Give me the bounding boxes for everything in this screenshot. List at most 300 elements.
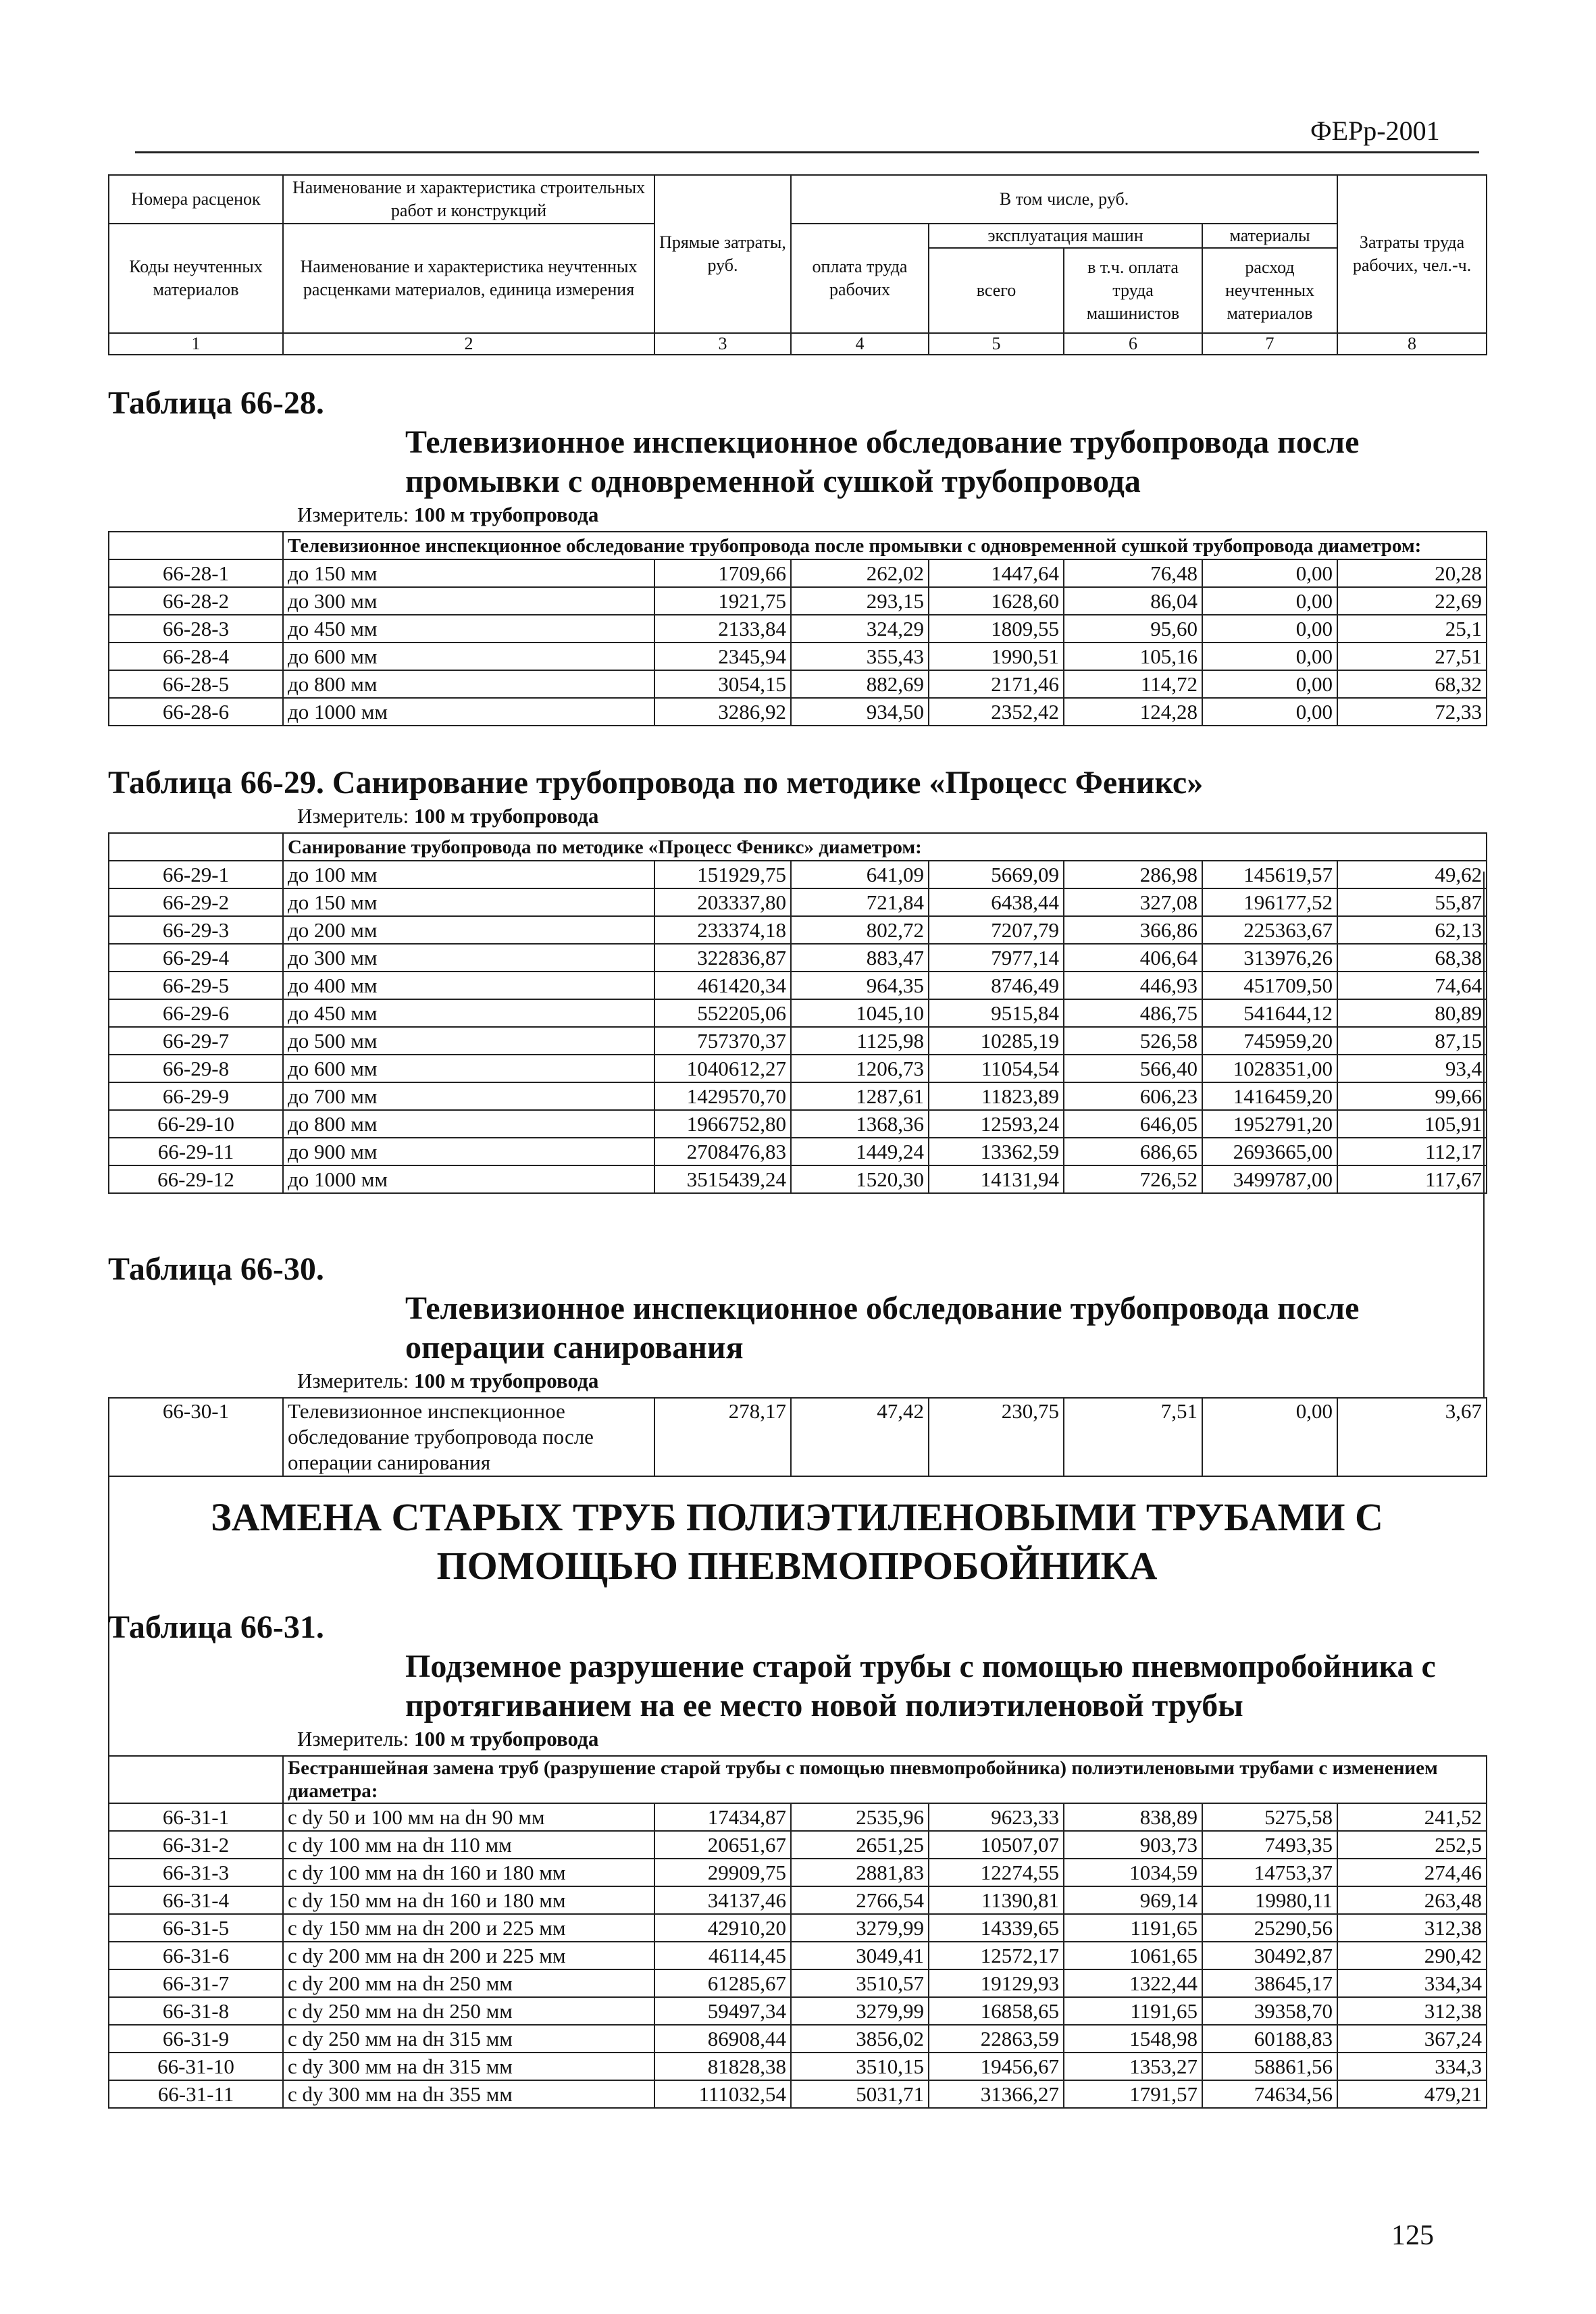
value-cell: 19129,93 [929, 1969, 1064, 1997]
value-cell: 38645,17 [1202, 1969, 1337, 1997]
work-name: с dy 150 мм на dн 200 и 225 мм [283, 1914, 654, 1942]
value-cell: 16858,65 [929, 1997, 1064, 2025]
work-name: до 450 мм [283, 999, 654, 1027]
value-cell: 1990,51 [929, 643, 1064, 670]
value-cell: 81828,38 [654, 2053, 791, 2080]
table-row [109, 670, 1487, 698]
work-name: до 400 мм [283, 972, 654, 999]
table-row [109, 1803, 1487, 1831]
work-name: с dy 100 мм на dн 160 и 180 мм [283, 1859, 654, 1886]
value-cell: 42910,20 [654, 1914, 791, 1942]
value-cell: 59497,34 [654, 1997, 791, 2025]
value-cell: 68,38 [1337, 944, 1487, 972]
page-number: 125 [1391, 2220, 1434, 2251]
value-cell: 9623,33 [929, 1803, 1064, 1831]
table-66-31 [108, 1755, 1487, 2109]
value-cell: 2766,54 [791, 1886, 929, 1914]
value-cell: 30492,87 [1202, 1942, 1337, 1969]
table-row [109, 2053, 1487, 2080]
value-cell: 686,65 [1064, 1138, 1202, 1165]
value-cell: 2352,42 [929, 698, 1064, 726]
table-title: Таблица 66-29. Санирование трубопровода по методике «Процесс Феникс» [108, 765, 1204, 801]
col-number: 8 [1337, 333, 1487, 355]
value-cell: 964,35 [791, 972, 929, 999]
value-cell: 13362,59 [929, 1138, 1064, 1165]
work-name: до 900 мм [283, 1138, 654, 1165]
value-cell: 1709,66 [654, 559, 791, 587]
rate-code: 66-29-3 [109, 916, 283, 944]
value-cell: 3286,92 [654, 698, 791, 726]
table-row [109, 1859, 1487, 1886]
value-cell: 263,48 [1337, 1886, 1487, 1914]
table-subheader: Телевизионное инспекционное обследование трубопровода после промывки с одновременной сушкой трубопровода диаметром: [283, 532, 1487, 559]
value-cell: 31366,27 [929, 2080, 1064, 2108]
work-name: до 800 мм [283, 670, 654, 698]
value-cell: 1952791,20 [1202, 1110, 1337, 1138]
value-cell: 1191,65 [1064, 1914, 1202, 1942]
header-machines: эксплуатация машин [929, 224, 1202, 248]
value-cell: 0,00 [1202, 559, 1337, 587]
work-name: до 150 мм [283, 559, 654, 587]
rate-code: 66-29-6 [109, 999, 283, 1027]
rate-code: 66-31-5 [109, 1914, 283, 1942]
work-name: с dy 200 мм на dн 200 и 225 мм [283, 1942, 654, 1969]
value-cell: 0,00 [1202, 698, 1337, 726]
table-row [109, 1027, 1487, 1055]
rate-code: 66-31-7 [109, 1969, 283, 1997]
value-cell: 882,69 [791, 670, 929, 698]
value-cell: 757370,37 [654, 1027, 791, 1055]
value-cell: 10285,19 [929, 1027, 1064, 1055]
value-cell: 105,91 [1337, 1110, 1487, 1138]
work-name: до 1000 мм [283, 698, 654, 726]
value-cell: 3279,99 [791, 1997, 929, 2025]
table-measure: Измеритель: 100 м трубопровода [297, 804, 599, 828]
work-name: с dy 250 мм на dн 315 мм [283, 2025, 654, 2053]
value-cell: 1322,44 [1064, 1969, 1202, 1997]
value-cell: 2171,46 [929, 670, 1064, 698]
rate-code: 66-29-9 [109, 1082, 283, 1110]
value-cell: 225363,67 [1202, 916, 1337, 944]
value-cell: 322836,87 [654, 944, 791, 972]
value-cell: 39358,70 [1202, 1997, 1337, 2025]
header-material-name: Наименование и характеристика неучтенных расценками материалов, единица измерения [283, 224, 654, 333]
value-cell: 1548,98 [1064, 2025, 1202, 2053]
rate-code: 66-31-8 [109, 1997, 283, 2025]
header-rate-numbers: Номера расценок [109, 175, 283, 224]
value-cell: 366,86 [1064, 916, 1202, 944]
work-name: до 500 мм [283, 1027, 654, 1055]
rate-code: 66-28-1 [109, 559, 283, 587]
rate-code: 66-31-4 [109, 1886, 283, 1914]
value-cell: 29909,75 [654, 1859, 791, 1886]
work-name: до 600 мм [283, 1055, 654, 1082]
value-cell: 20651,67 [654, 1831, 791, 1859]
col-number: 5 [929, 333, 1064, 355]
value-cell: 1921,75 [654, 587, 791, 615]
rate-code: 66-29-7 [109, 1027, 283, 1055]
header-worker-pay: оплата труда рабочих [791, 224, 929, 333]
table-66-28-section [108, 384, 1486, 726]
value-cell: 934,50 [791, 698, 929, 726]
work-name: до 600 мм [283, 643, 654, 670]
rate-code: 66-28-3 [109, 615, 283, 643]
value-cell: 19456,67 [929, 2053, 1064, 2080]
rate-code: 66-29-8 [109, 1055, 283, 1082]
value-cell: 367,24 [1337, 2025, 1487, 2053]
table-66-29-section [108, 763, 1486, 1194]
value-cell: 12572,17 [929, 1942, 1064, 1969]
value-cell: 1206,73 [791, 1055, 929, 1082]
table-66-30 [108, 1397, 1487, 1477]
rate-code: 66-29-5 [109, 972, 283, 999]
table-row [109, 999, 1487, 1027]
table-row [109, 1831, 1487, 1859]
value-cell: 10507,07 [929, 1831, 1064, 1859]
work-name: с dy 100 мм на dн 110 мм [283, 1831, 654, 1859]
rate-code: 66-29-11 [109, 1138, 283, 1165]
rate-code: 66-28-2 [109, 587, 283, 615]
value-cell: 80,89 [1337, 999, 1487, 1027]
value-cell: 838,89 [1064, 1803, 1202, 1831]
value-cell: 14339,65 [929, 1914, 1064, 1942]
header-machines-total: всего [929, 248, 1064, 333]
table-subheader: Бестраншейная замена труб (разрушение старой трубы с помощью пневмопробойника) полиэтиленовыми трубами с изменением диаметра: [283, 1756, 1487, 1803]
value-cell: 12593,24 [929, 1110, 1064, 1138]
table-row [109, 972, 1487, 999]
rate-code: 66-31-6 [109, 1942, 283, 1969]
work-name: до 450 мм [283, 615, 654, 643]
value-cell: 252,5 [1337, 1831, 1487, 1859]
value-cell: 2708476,83 [654, 1138, 791, 1165]
rate-code: 66-29-12 [109, 1165, 283, 1193]
value-cell: 1809,55 [929, 615, 1064, 643]
value-cell: 1520,30 [791, 1165, 929, 1193]
work-name: с dy 200 мм на dн 250 мм [283, 1969, 654, 1997]
value-cell: 3510,57 [791, 1969, 929, 1997]
table-row [109, 1055, 1487, 1082]
col-number: 4 [791, 333, 929, 355]
rate-code: 66-28-5 [109, 670, 283, 698]
value-cell: 7493,35 [1202, 1831, 1337, 1859]
table-row [109, 587, 1487, 615]
value-cell: 1966752,80 [654, 1110, 791, 1138]
value-cell: 566,40 [1064, 1055, 1202, 1082]
value-cell: 446,93 [1064, 972, 1202, 999]
value-cell: 1447,64 [929, 559, 1064, 587]
table-row [109, 1110, 1487, 1138]
page-code: ФЕРр-2001 [1310, 116, 1440, 146]
value-cell: 25,1 [1337, 615, 1487, 643]
table-row [109, 1969, 1487, 1997]
value-cell: 196177,52 [1202, 888, 1337, 916]
value-cell: 327,08 [1064, 888, 1202, 916]
table-row [109, 916, 1487, 944]
value-cell: 745959,20 [1202, 1027, 1337, 1055]
value-cell: 87,15 [1337, 1027, 1487, 1055]
value-cell: 1028351,00 [1202, 1055, 1337, 1082]
work-name: до 100 мм [283, 861, 654, 888]
value-cell: 290,42 [1337, 1942, 1487, 1969]
value-cell: 3515439,24 [654, 1165, 791, 1193]
value-cell: 969,14 [1064, 1886, 1202, 1914]
header-materials: материалы [1202, 224, 1337, 248]
value-cell: 7207,79 [929, 916, 1064, 944]
table-row [109, 2025, 1487, 2053]
value-cell: 1034,59 [1064, 1859, 1202, 1886]
col-number: 6 [1064, 333, 1202, 355]
value-cell: 233374,18 [654, 916, 791, 944]
value-cell: 95,60 [1064, 615, 1202, 643]
value-cell: 72,33 [1337, 698, 1487, 726]
work-name: до 700 мм [283, 1082, 654, 1110]
value-cell: 1061,65 [1064, 1942, 1202, 1969]
table-66-30-section [108, 1250, 1486, 1477]
rate-code: 66-31-11 [109, 2080, 283, 2108]
value-cell: 145619,57 [1202, 861, 1337, 888]
rate-code: 66-31-10 [109, 2053, 283, 2080]
header-rule [135, 151, 1479, 153]
rate-code: 66-28-4 [109, 643, 283, 670]
rate-code: 66-31-9 [109, 2025, 283, 2053]
work-name: с dy 50 и 100 мм на dн 90 мм [283, 1803, 654, 1831]
table-row [109, 1138, 1487, 1165]
value-cell: 1429570,70 [654, 1082, 791, 1110]
work-name: с dy 300 мм на dн 315 мм [283, 2053, 654, 2080]
work-name: до 200 мм [283, 916, 654, 944]
value-cell: 124,28 [1064, 698, 1202, 726]
value-cell: 55,87 [1337, 888, 1487, 916]
value-cell: 1125,98 [791, 1027, 929, 1055]
table-row: 66-30-1 Телевизионное инспекционное обследование трубопровода после операции санирования 278,17 47,42 230,75 7,51 0,00 3,67 [109, 1398, 1487, 1476]
value-cell: 74634,56 [1202, 2080, 1337, 2108]
value-cell: 2535,96 [791, 1803, 929, 1831]
value-cell: 151929,75 [654, 861, 791, 888]
value-cell: 1628,60 [929, 587, 1064, 615]
table-66-29 [108, 832, 1487, 1194]
value-cell: 6438,44 [929, 888, 1064, 916]
work-name: с dy 150 мм на dн 160 и 180 мм [283, 1886, 654, 1914]
value-cell: 5031,71 [791, 2080, 929, 2108]
table-row [109, 1997, 1487, 2025]
rate-code: 66-29-10 [109, 1110, 283, 1138]
table-row [109, 615, 1487, 643]
value-cell: 479,21 [1337, 2080, 1487, 2108]
rate-code: 66-31-2 [109, 1831, 283, 1859]
table-row [109, 1082, 1487, 1110]
value-cell: 461420,34 [654, 972, 791, 999]
value-cell: 313976,26 [1202, 944, 1337, 972]
header-unaccounted-materials: расход неучтенных материалов [1202, 248, 1337, 333]
work-name: с dy 250 мм на dн 250 мм [283, 1997, 654, 2025]
value-cell: 60188,83 [1202, 2025, 1337, 2053]
value-cell: 93,4 [1337, 1055, 1487, 1082]
value-cell: 111032,54 [654, 2080, 791, 2108]
value-cell: 552205,06 [654, 999, 791, 1027]
value-cell: 3510,15 [791, 2053, 929, 2080]
value-cell: 721,84 [791, 888, 929, 916]
table-measure: Измеритель: 100 м трубопровода [297, 503, 599, 526]
value-cell: 541644,12 [1202, 999, 1337, 1027]
table-row [109, 861, 1487, 888]
table-row [109, 1165, 1487, 1193]
value-cell: 3499787,00 [1202, 1165, 1337, 1193]
value-cell: 334,34 [1337, 1969, 1487, 1997]
value-cell: 802,72 [791, 916, 929, 944]
value-cell: 2133,84 [654, 615, 791, 643]
work-name: с dy 300 мм на dн 355 мм [283, 2080, 654, 2108]
column-header-table [108, 174, 1487, 355]
value-cell: 11390,81 [929, 1886, 1064, 1914]
rate-code: 66-29-4 [109, 944, 283, 972]
header-labor-costs: Затраты труда рабочих, чел.-ч. [1337, 175, 1487, 333]
value-cell: 334,3 [1337, 2053, 1487, 2080]
col-number: 7 [1202, 333, 1337, 355]
value-cell: 726,52 [1064, 1165, 1202, 1193]
value-cell: 1353,27 [1064, 2053, 1202, 2080]
rate-code: 66-29-1 [109, 861, 283, 888]
value-cell: 5669,09 [929, 861, 1064, 888]
value-cell: 11823,89 [929, 1082, 1064, 1110]
value-cell: 2651,25 [791, 1831, 929, 1859]
table-title: Таблица 66-30. Телевизионное инспекционное обследование трубопровода после операции санирования [108, 1251, 1360, 1365]
value-cell: 8746,49 [929, 972, 1064, 999]
rate-code: 66-31-3 [109, 1859, 283, 1886]
table-66-31-section [108, 1608, 1486, 2109]
work-name: до 800 мм [283, 1110, 654, 1138]
value-cell: 324,29 [791, 615, 929, 643]
value-cell: 34137,46 [654, 1886, 791, 1914]
value-cell: 62,13 [1337, 916, 1487, 944]
value-cell: 1287,61 [791, 1082, 929, 1110]
value-cell: 486,75 [1064, 999, 1202, 1027]
value-cell: 646,05 [1064, 1110, 1202, 1138]
table-row [109, 1914, 1487, 1942]
header-material-codes: Коды неучтенных материалов [109, 224, 283, 333]
value-cell: 117,67 [1337, 1165, 1487, 1193]
table-title: Таблица 66-31. Подземное разрушение старой трубы с помощью пневмопробойника с протягиванием на ее место новой полиэтиленовой трубы [108, 1609, 1436, 1724]
value-cell: 241,52 [1337, 1803, 1487, 1831]
value-cell: 355,43 [791, 643, 929, 670]
value-cell: 1045,10 [791, 999, 929, 1027]
value-cell: 17434,87 [654, 1803, 791, 1831]
value-cell: 68,32 [1337, 670, 1487, 698]
header-operator-pay: в т.ч. оплата труда машинистов [1064, 248, 1202, 333]
table-row [109, 1942, 1487, 1969]
value-cell: 0,00 [1202, 670, 1337, 698]
value-cell: 11054,54 [929, 1055, 1064, 1082]
value-cell: 74,64 [1337, 972, 1487, 999]
value-cell: 5275,58 [1202, 1803, 1337, 1831]
value-cell: 312,38 [1337, 1914, 1487, 1942]
value-cell: 1449,24 [791, 1138, 929, 1165]
col-number: 2 [283, 333, 654, 355]
value-cell: 76,48 [1064, 559, 1202, 587]
value-cell: 61285,67 [654, 1969, 791, 1997]
value-cell: 0,00 [1202, 643, 1337, 670]
header-direct-costs: Прямые затраты, руб. [654, 175, 791, 333]
table-row [109, 1886, 1487, 1914]
table-66-28 [108, 531, 1487, 726]
col-number: 3 [654, 333, 791, 355]
value-cell: 25290,56 [1202, 1914, 1337, 1942]
value-cell: 1368,36 [791, 1110, 929, 1138]
value-cell: 293,15 [791, 587, 929, 615]
rate-code: 66-29-2 [109, 888, 283, 916]
value-cell: 2345,94 [654, 643, 791, 670]
value-cell: 114,72 [1064, 670, 1202, 698]
value-cell: 274,46 [1337, 1859, 1487, 1886]
value-cell: 14131,94 [929, 1165, 1064, 1193]
table-row [109, 888, 1487, 916]
table-title: Таблица 66-28. Телевизионное инспекционное обследование трубопровода после промывки с одновременной сушкой трубопровода [108, 385, 1360, 499]
value-cell: 22,69 [1337, 587, 1487, 615]
value-cell: 606,23 [1064, 1082, 1202, 1110]
work-name: до 150 мм [283, 888, 654, 916]
value-cell: 22863,59 [929, 2025, 1064, 2053]
value-cell: 58861,56 [1202, 2053, 1337, 2080]
value-cell: 1791,57 [1064, 2080, 1202, 2108]
col-number: 1 [109, 333, 283, 355]
value-cell: 526,58 [1064, 1027, 1202, 1055]
value-cell: 262,02 [791, 559, 929, 587]
value-cell: 3049,41 [791, 1942, 929, 1969]
table-measure: Измеритель: 100 м трубопровода [297, 1727, 599, 1751]
value-cell: 9515,84 [929, 999, 1064, 1027]
value-cell: 3054,15 [654, 670, 791, 698]
value-cell: 203337,80 [654, 888, 791, 916]
value-cell: 903,73 [1064, 1831, 1202, 1859]
value-cell: 641,09 [791, 861, 929, 888]
header-work-name: Наименование и характеристика строительных работ и конструкций [283, 175, 654, 224]
value-cell: 19980,11 [1202, 1886, 1337, 1914]
value-cell: 105,16 [1064, 643, 1202, 670]
value-cell: 451709,50 [1202, 972, 1337, 999]
header-including: В том числе, руб. [791, 175, 1337, 224]
table-row [109, 944, 1487, 972]
value-cell: 99,66 [1337, 1082, 1487, 1110]
value-cell: 2881,83 [791, 1859, 929, 1886]
work-name: до 300 мм [283, 944, 654, 972]
value-cell: 49,62 [1337, 861, 1487, 888]
value-cell: 7977,14 [929, 944, 1064, 972]
table-row [109, 2080, 1487, 2108]
value-cell: 3279,99 [791, 1914, 929, 1942]
table-row [109, 559, 1487, 587]
rate-code: 66-28-6 [109, 698, 283, 726]
value-cell: 0,00 [1202, 615, 1337, 643]
value-cell: 1416459,20 [1202, 1082, 1337, 1110]
value-cell: 12274,55 [929, 1859, 1064, 1886]
value-cell: 0,00 [1202, 587, 1337, 615]
value-cell: 86908,44 [654, 2025, 791, 2053]
value-cell: 3856,02 [791, 2025, 929, 2053]
value-cell: 27,51 [1337, 643, 1487, 670]
table-row [109, 643, 1487, 670]
value-cell: 14753,37 [1202, 1859, 1337, 1886]
rate-code: 66-31-1 [109, 1803, 283, 1831]
table-measure: Измеритель: 100 м трубопровода [297, 1369, 599, 1392]
value-cell: 20,28 [1337, 559, 1487, 587]
value-cell: 312,38 [1337, 1997, 1487, 2025]
value-cell: 1191,65 [1064, 1997, 1202, 2025]
value-cell: 883,47 [791, 944, 929, 972]
table-row [109, 698, 1487, 726]
work-name: до 1000 мм [283, 1165, 654, 1193]
value-cell: 86,04 [1064, 587, 1202, 615]
table-subheader: Санирование трубопровода по методике «Процесс Феникс» диаметром: [283, 833, 1487, 861]
work-name: до 300 мм [283, 587, 654, 615]
